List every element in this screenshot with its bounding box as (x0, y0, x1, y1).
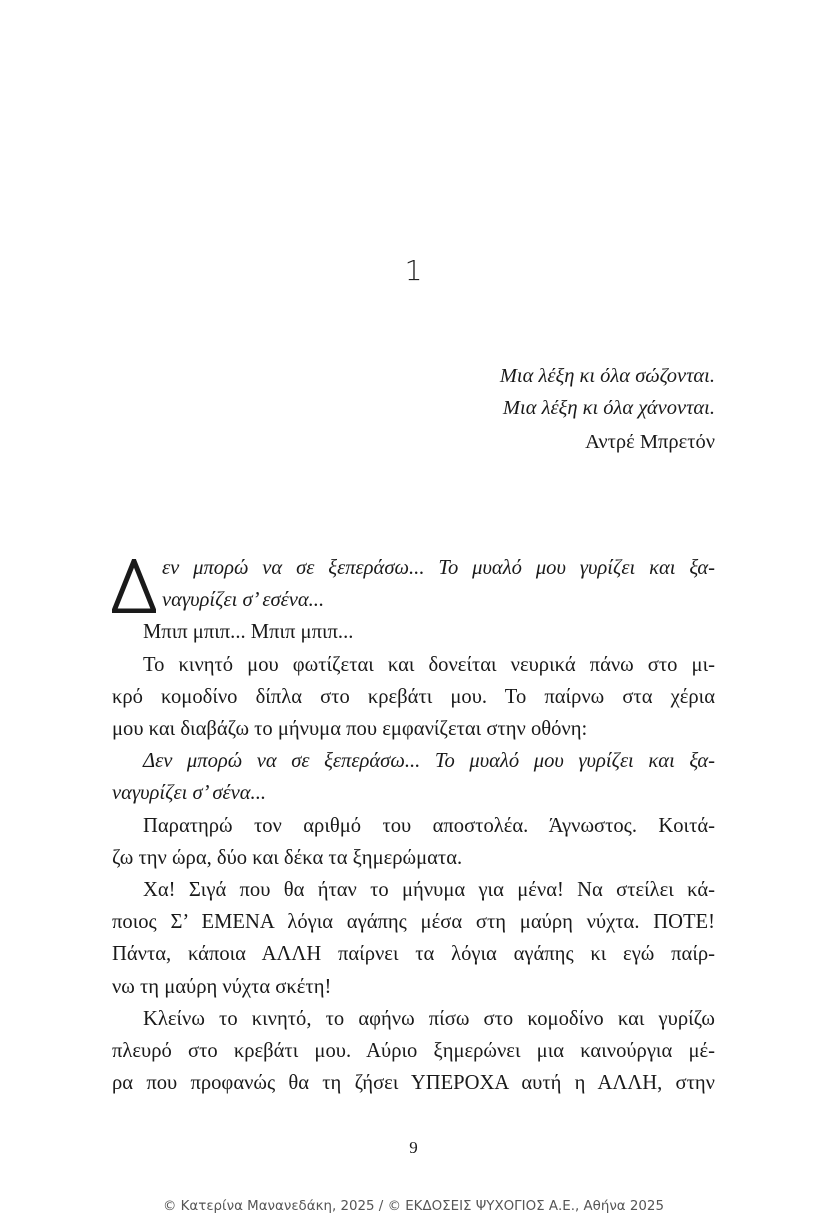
paragraph-line: Κλείνω το κινητό, το αφήνω πίσω στο κομοδίνο και γυρίζω (143, 1007, 715, 1030)
paragraph-line: Πάντα, κάποια ΑΛΛΗ παίρνει τα λόγια αγάπης κι εγώ παίρ- (112, 943, 715, 966)
paragraph-line: Δεν μπορώ να σε ξεπεράσω... Το μυαλό μου γυρίζει και ξα- (143, 750, 715, 773)
paragraph (112, 745, 715, 809)
paragraph-line: ναγυρίζει σ’ εσένα... (162, 589, 325, 612)
paragraph-line: μου και διαβάζω το μήνυμα που εμφανίζεται στην οθόνη: (112, 718, 588, 741)
epigraph-author: Αντρέ Μπρετόν (585, 431, 715, 453)
paragraph-line: ζω την ώρα, δύο και δέκα τα ξημερώματα. (112, 846, 463, 869)
paragraph-line: ποιος Σ’ ΕΜΕΝΑ λόγια αγάπης μέσα στη μαύρη νύχτα. ΠΟΤΕ! (112, 911, 715, 934)
paragraph (112, 1003, 715, 1100)
dropcap (112, 559, 156, 613)
epigraph-line: Μια λέξη κι όλα σώζονται. (499, 365, 715, 387)
paragraph-line: κρό κομοδίνο δίπλα στο κρεβάτι μου. Το παίρνω στα χέρια (112, 685, 715, 708)
epigraph (500, 360, 715, 458)
paragraph (112, 552, 715, 616)
paragraph (112, 874, 715, 1003)
paragraph-line: Χα! Σιγά που θα ήταν το μήνυμα για μένα! Να στείλει κά- (143, 879, 715, 902)
paragraph-line: Το κινητό μου φωτίζεται και δονείται νευρικά πάνω στο μι- (143, 653, 715, 676)
paragraph-line: νω τη μαύρη νύχτα σκέτη! (112, 975, 332, 998)
epigraph-line: Μια λέξη κι όλα χάνονται. (502, 397, 715, 419)
paragraph-line: Μπιπ μπιπ... Μπιπ μπιπ... (143, 621, 354, 644)
paragraph-line: Παρατηρώ τον αριθμό του αποστολέα. Άγνωστος. Κοιτά- (143, 814, 715, 837)
page-number: 9 (409, 1138, 418, 1157)
paragraph-line: ρα που προφανώς θα τη ζήσει ΥΠΕΡΟΧΑ αυτή η ΑΛΛΗ, στην (112, 1072, 715, 1095)
paragraph-line: εν μπορώ να σε ξεπεράσω... Το μυαλό μου γυρίζει και ξα- (162, 557, 715, 579)
paragraph (112, 649, 715, 746)
paragraph-line: πλευρό στο κρεβάτι μου. Αύριο ξημερώνει μια καινούργια μέ- (112, 1040, 715, 1063)
paragraph (112, 616, 715, 648)
paragraph-line: ναγυρίζει σ’ σένα... (112, 782, 266, 805)
paragraph (112, 810, 715, 874)
body-text (112, 552, 715, 1099)
copyright-footer: © Κατερίνα Μανανεδάκη, 2025 / © ΕΚΔΟΣΕΙΣ ΨΥΧΟΓΙΟΣ Α.Ε., Αθήνα 2025 (163, 1199, 664, 1214)
chapter-number: 1 (404, 254, 423, 287)
